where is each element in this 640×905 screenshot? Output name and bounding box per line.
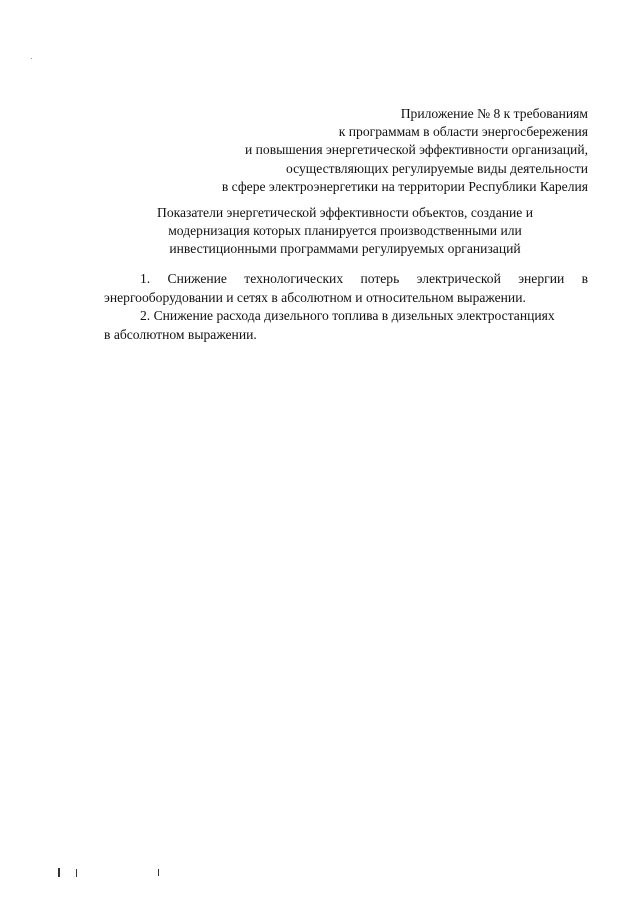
scan-artifact-mark	[31, 58, 32, 59]
list-item-line: энергооборудовании и сетях в абсолютном и относительном выражении.	[104, 289, 526, 305]
list-item	[104, 270, 588, 307]
scan-artifact-mark	[58, 868, 60, 877]
appendix-header-line: в сфере электроэнергетики на территории Республики Карелия	[221, 178, 588, 194]
appendix-header-line: осуществляющих регулируемые виды деятельности	[285, 160, 588, 176]
appendix-header-line: Приложение № 8 к требованиям	[400, 106, 588, 121]
document-title-line: модернизация которых планируется производственными или	[168, 223, 522, 238]
appendix-header-line: и повышения энергетической эффективности организаций,	[244, 142, 588, 158]
indicator-list	[104, 270, 588, 344]
scan-artifact-mark	[76, 869, 77, 877]
appendix-header	[148, 105, 588, 196]
document-title-line: Показатели энергетической эффективности объектов, создание и	[157, 205, 533, 220]
appendix-header-line: к программам в области энергосбережения	[338, 124, 588, 140]
list-item-line: в абсолютном выражении.	[104, 326, 257, 342]
document-title	[100, 204, 590, 258]
list-item	[104, 307, 588, 344]
scan-artifact-mark	[158, 869, 159, 876]
list-item-line: 1. Снижение технологических потерь электрической энергии в	[140, 271, 588, 286]
list-item-line: 2. Снижение расхода дизельного топлива в дизельных электростанциях	[140, 308, 555, 323]
document-title-line: инвестиционными программами регулируемых организаций	[169, 241, 521, 256]
